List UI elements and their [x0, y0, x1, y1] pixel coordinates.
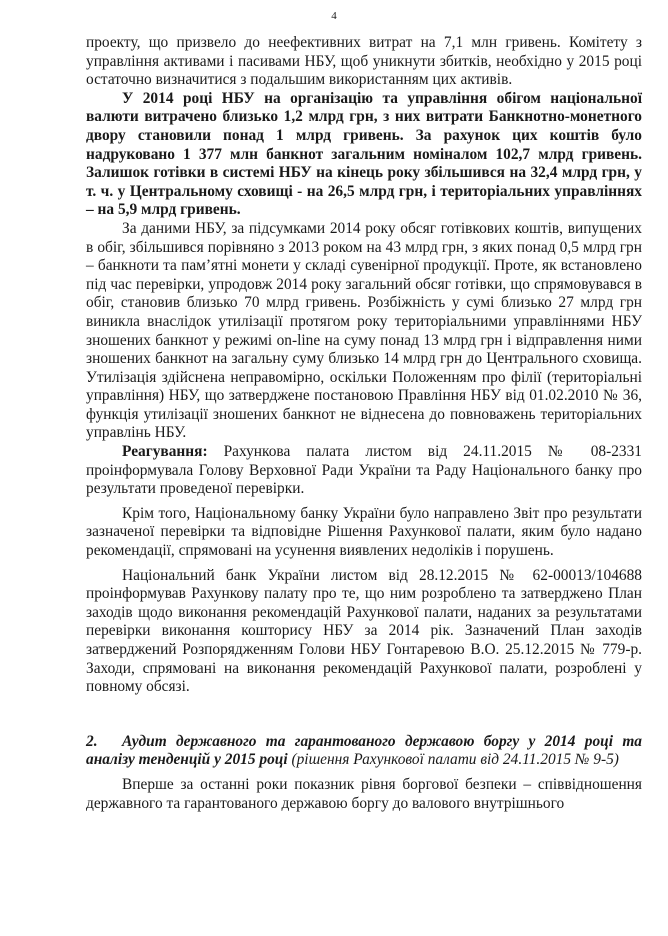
paragraph-recommendations: Крім того, Національному банку України було направлено Звіт про результати зазначеної перевірки та відповідне Рішення Рахункової палати, яким було надано рекомендації, спрямовані на усунення виявлених недоліків і порушень. — [86, 504, 642, 560]
page-number: 4 — [331, 10, 337, 22]
paragraph-nbu-response: Національний банк України листом від 28.12.2015 № 62-00013/104688 проінформував Рахункову палату про те, що ним розроблено та затверджено План заходів щодо виконання рекомендацій Рахункової палати, наданих за результатами перевірки виконання кошторису НБУ за 2014 рік. Зазначений План заходів затверджений Розпорядженням Голови НБУ Гонтаревою В.О. 25.12.2015 № 779-р. Заходи, спрямовані на виконання рекомендацій Рахункової палати, розроблені у повному обсязі. — [86, 566, 642, 696]
section-heading — [86, 733, 642, 770]
paragraph-response — [86, 443, 642, 499]
paragraph-cash-volume: За даними НБУ, за підсумками 2014 року обсяг готівкових коштів, випущених в обіг, збільшився порівняно з 2013 роком на 43 млрд грн, з яких понад 0,5 млрд грн – банкноти та пам’ятні монети у складі сувенірної продукції. Проте, як встановлено під час перевірки, упродовж 2014 року загальний обсяг готівки, що спрямовувався в обіг, становив близько 70 млрд гривень. Розбіжність у сумі близько 27 млрд грн виникла внаслідок утилізації протягом року територіальними управліннями НБУ зношених банкнот у режимі on-line на суму понад 13 млрд грн і відправлення ними зношених банкнот на загальну суму близько 14 млрд грн до Центрального сховища. Утилізація здійснена неправомірно, оскільки Положенням про філії (територіальні управління) НБУ, що затверджене постановою Правління НБУ від 01.02.2010 № 36, функція утилізації зношених банкнот не віднесена до повноважень територіальних управлінь НБУ. — [86, 219, 642, 442]
paragraph-debt-security: Вперше за останні роки показник рівня боргової безпеки – співвідношення державного та гарантованого державою боргу до валового внутрішнього — [86, 775, 642, 812]
section-number: 2. — [86, 732, 98, 750]
response-label: Реагування: — [122, 443, 208, 461]
response-text: Рахункова палата листом від 24.11.2015 № 08-2331 проінформувала Голову Верховної Ради України та Раду Національного банку про результати проведеної перевірки. — [86, 443, 642, 498]
section-title: Аудит державного та гарантованого державою боргу у 2014 році та аналізу тенденцій у 2015 році — [86, 732, 642, 769]
document-body — [86, 34, 642, 813]
paragraph-currency-circulation: У 2014 році НБУ на організацію та управління обігом національної валюти витрачено близько 1,2 млрд грн, з них витрати Банкнотно-монетного двору становили понад 1 млрд гривень. За рахунок цих коштів було надруковано 1 377 млн банкнот загальним номіналом 102,7 млрд гривень. Залишок готівки в системі НБУ на кінець року збільшився на 32,4 млрд грн, у т. ч. у Центральному сховищі - на 26,5 млрд грн, і територіальних управліннях – на 5,9 млрд гривень. — [86, 89, 642, 219]
section-reference: (рішення Рахункової палати від 24.11.2015 № 9-5) — [287, 751, 619, 769]
paragraph-activity-losses: проекту, що призвело до неефективних витрат на 7,1 млн гривень. Комітету з управління активами і пасивами НБУ, щоб уникнути збитків, необхідно у 2015 році остаточно визначитися з подальшим використанням цих активів. — [86, 34, 642, 89]
